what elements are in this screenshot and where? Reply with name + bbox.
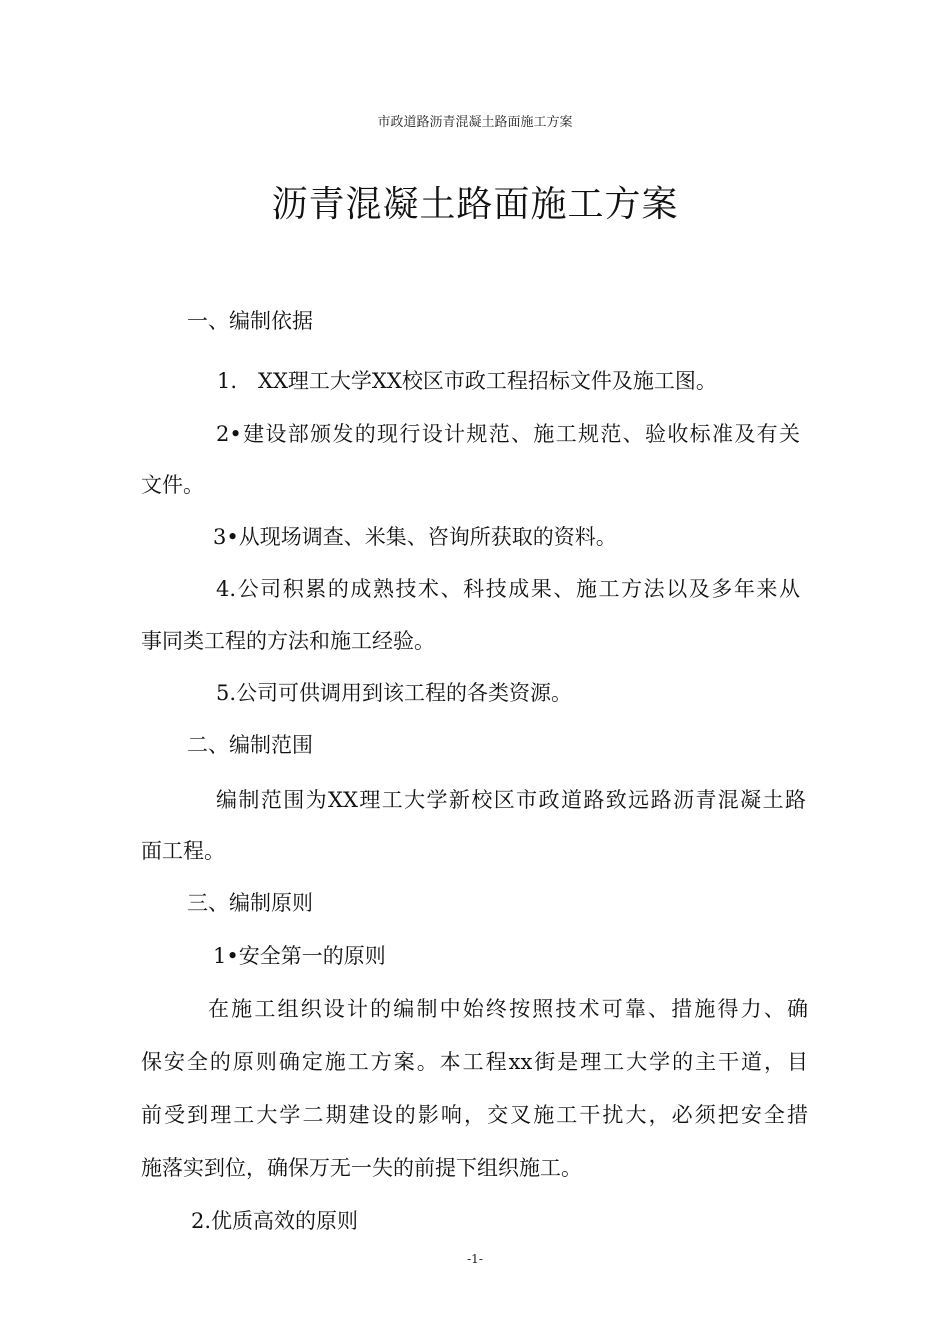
basis-item-4-line-2: 事同类工程的方法和施工经验。 xyxy=(141,629,435,653)
principle-paragraph-line-4: 施落实到位，确保万无一失的前提下组织施工。 xyxy=(141,1156,582,1180)
principle-item-2: 2.优质高效的原则 xyxy=(191,1209,359,1233)
basis-item-2-line-2: 文件。 xyxy=(141,473,204,497)
scope-paragraph-line-1: 编制范围为XX理工大学新校区市政道路致远路沥青混凝土路 xyxy=(216,788,806,812)
principle-item-1: 1•安全第一的原则 xyxy=(213,944,386,968)
section-heading-principles: 三、编制原则 xyxy=(187,891,313,915)
basis-item-3: 3•从现场调查、米集、咨询所获取的资料。 xyxy=(213,525,617,549)
basis-item-5: 5.公司可供调用到该工程的各类资源。 xyxy=(216,681,573,705)
basis-item-4-line-1: 4.公司积累的成熟技术、科技成果、施工方法以及多年来从 xyxy=(216,577,800,601)
principle-paragraph-line-3: 前受到理工大学二期建设的影响，交叉施工干扰大，必须把安全措 xyxy=(141,1103,808,1127)
principle-paragraph-line-1: 在施工组织设计的编制中始终按照技术可靠、措施得力、确 xyxy=(208,997,808,1021)
scope-paragraph-line-2: 面工程。 xyxy=(141,839,225,863)
basis-item-1: 1. XX理工大学XX校区市政工程招标文件及施工图。 xyxy=(217,369,717,393)
running-header: 市政道路沥青混凝土路面施工方案 xyxy=(377,115,573,130)
basis-item-2-line-1: 2•建设部颁发的现行设计规范、施工规范、验收标准及有关 xyxy=(216,422,800,446)
document-title: 沥青混凝土路面施工方案 xyxy=(271,184,679,225)
section-heading-basis: 一、编制依据 xyxy=(187,309,313,333)
section-heading-scope: 二、编制范围 xyxy=(187,733,313,757)
principle-paragraph-line-2: 保安全的原则确定施工方案。本工程xx街是理工大学的主干道，目 xyxy=(141,1050,808,1074)
page-number: -1- xyxy=(467,1252,483,1266)
